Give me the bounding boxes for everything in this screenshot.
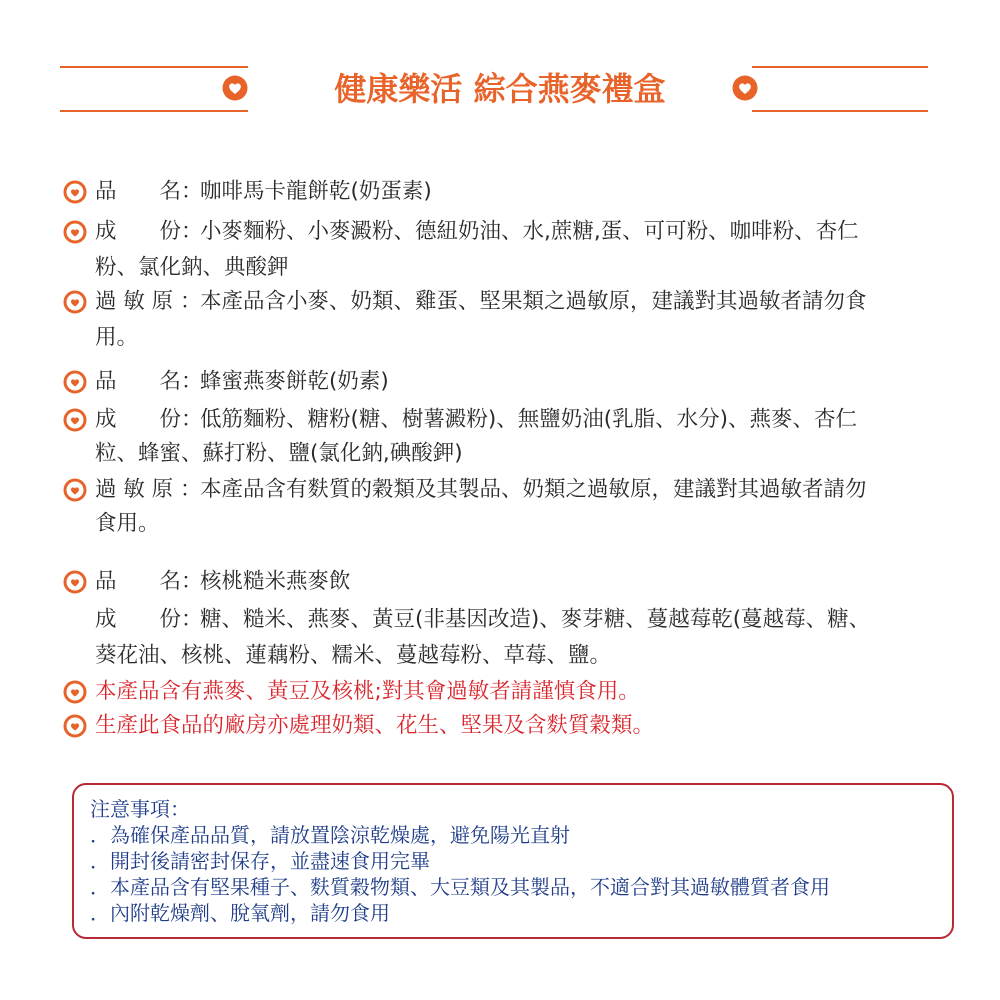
allergen-label: 過 敏 原 ： bbox=[95, 289, 202, 314]
name-label: 品 名： bbox=[95, 569, 203, 594]
product-2-allergen-cont: 食用。 bbox=[95, 511, 160, 536]
notice-item: ．開封後請密封保存，並盡速食用完畢 bbox=[90, 849, 430, 873]
product-2-ingredients-row bbox=[95, 406, 857, 434]
ingredients-text: 低筋麵粉、糖粉(糖、樹薯澱粉)、無鹽奶油(乳脂、水分)、燕麥、杏仁 bbox=[200, 407, 858, 432]
notice-item: ．內附乾燥劑、脫氧劑，請勿食用 bbox=[90, 901, 390, 925]
product-3-ingredients-row bbox=[95, 606, 870, 634]
allergen-text: 本產品含小麥、奶類、雞蛋、堅果類之過敏原，建議對其過敏者請勿食 bbox=[200, 289, 867, 314]
product-3-name-row bbox=[95, 568, 351, 596]
product-1-allergen-row bbox=[95, 288, 867, 316]
product-1-allergen-cont: 用。 bbox=[95, 325, 139, 350]
heart-circle-icon bbox=[63, 478, 87, 502]
notice-title: 注意事項： bbox=[90, 797, 190, 821]
ingredients-label: 成 份： bbox=[95, 407, 203, 432]
heart-circle-icon bbox=[63, 220, 87, 244]
header-rule-top-left bbox=[60, 66, 248, 68]
heart-circle-icon bbox=[63, 370, 87, 394]
heart-circle-icon bbox=[222, 75, 248, 101]
name-label: 品 名： bbox=[95, 369, 203, 394]
product-2-allergen-row bbox=[95, 476, 867, 504]
page-title: 健康樂活 綜合燕麥禮盒 bbox=[334, 70, 666, 108]
heart-circle-icon bbox=[63, 180, 87, 204]
header-rule-bottom-right bbox=[752, 110, 928, 112]
product-2-name-row bbox=[95, 368, 389, 396]
header-rule-bottom-left bbox=[60, 110, 248, 112]
ingredients-text: 小麥麵粉、小麥澱粉、德紐奶油、水,蔗糖,蛋、可可粉、咖啡粉、杏仁 bbox=[200, 219, 859, 244]
product-1-ingredients-cont: 粉、氯化鈉、典酸鉀 bbox=[95, 255, 289, 280]
product-2-ingredients-cont: 粒、蜂蜜、蘇打粉、鹽(氯化鈉,碘酸鉀) bbox=[95, 441, 463, 466]
heart-circle-icon bbox=[63, 714, 87, 738]
product-1-name-row bbox=[95, 178, 432, 206]
warning-text: 本產品含有燕麥、黃豆及核桃;對其會過敏者請謹慎食用。 bbox=[95, 679, 640, 704]
ingredients-label: 成 份： bbox=[95, 607, 203, 632]
notice-item: ．本產品含有堅果種子、麩質穀物類、大豆類及其製品，不適合對其過敏體質者食用 bbox=[90, 875, 830, 899]
product-name: 核桃糙米燕麥飲 bbox=[200, 569, 351, 594]
heart-circle-icon bbox=[63, 290, 87, 314]
warning-text: 生產此食品的廠房亦處理奶類、花生、堅果及含麩質穀類。 bbox=[95, 713, 655, 738]
notice-item: ．為確保產品品質，請放置陰涼乾燥處，避免陽光直射 bbox=[90, 823, 570, 847]
heart-circle-icon bbox=[63, 570, 87, 594]
heart-circle-icon bbox=[63, 408, 87, 432]
name-label: 品 名： bbox=[95, 179, 203, 204]
product-3-ingredients-cont: 葵花油、核桃、蓮藕粉、糯米、蔓越莓粉、草莓、鹽。 bbox=[95, 643, 612, 668]
product-1-ingredients-row bbox=[95, 218, 859, 246]
heart-circle-icon bbox=[63, 680, 87, 704]
product-name: 咖啡馬卡龍餅乾(奶蛋素) bbox=[200, 179, 432, 204]
allergen-text: 本產品含有麩質的穀類及其製品、奶類之過敏原，建議對其過敏者請勿 bbox=[200, 477, 867, 502]
ingredients-label: 成 份： bbox=[95, 219, 203, 244]
product-name: 蜂蜜燕麥餅乾(奶素) bbox=[200, 369, 389, 394]
allergen-label: 過 敏 原 ： bbox=[95, 477, 202, 502]
heart-circle-icon bbox=[732, 75, 758, 101]
header-rule-top-right bbox=[752, 66, 928, 68]
ingredients-text: 糖、糙米、燕麥、黃豆(非基因改造)、麥芽糖、蔓越莓乾(蔓越莓、糖、 bbox=[200, 607, 871, 632]
